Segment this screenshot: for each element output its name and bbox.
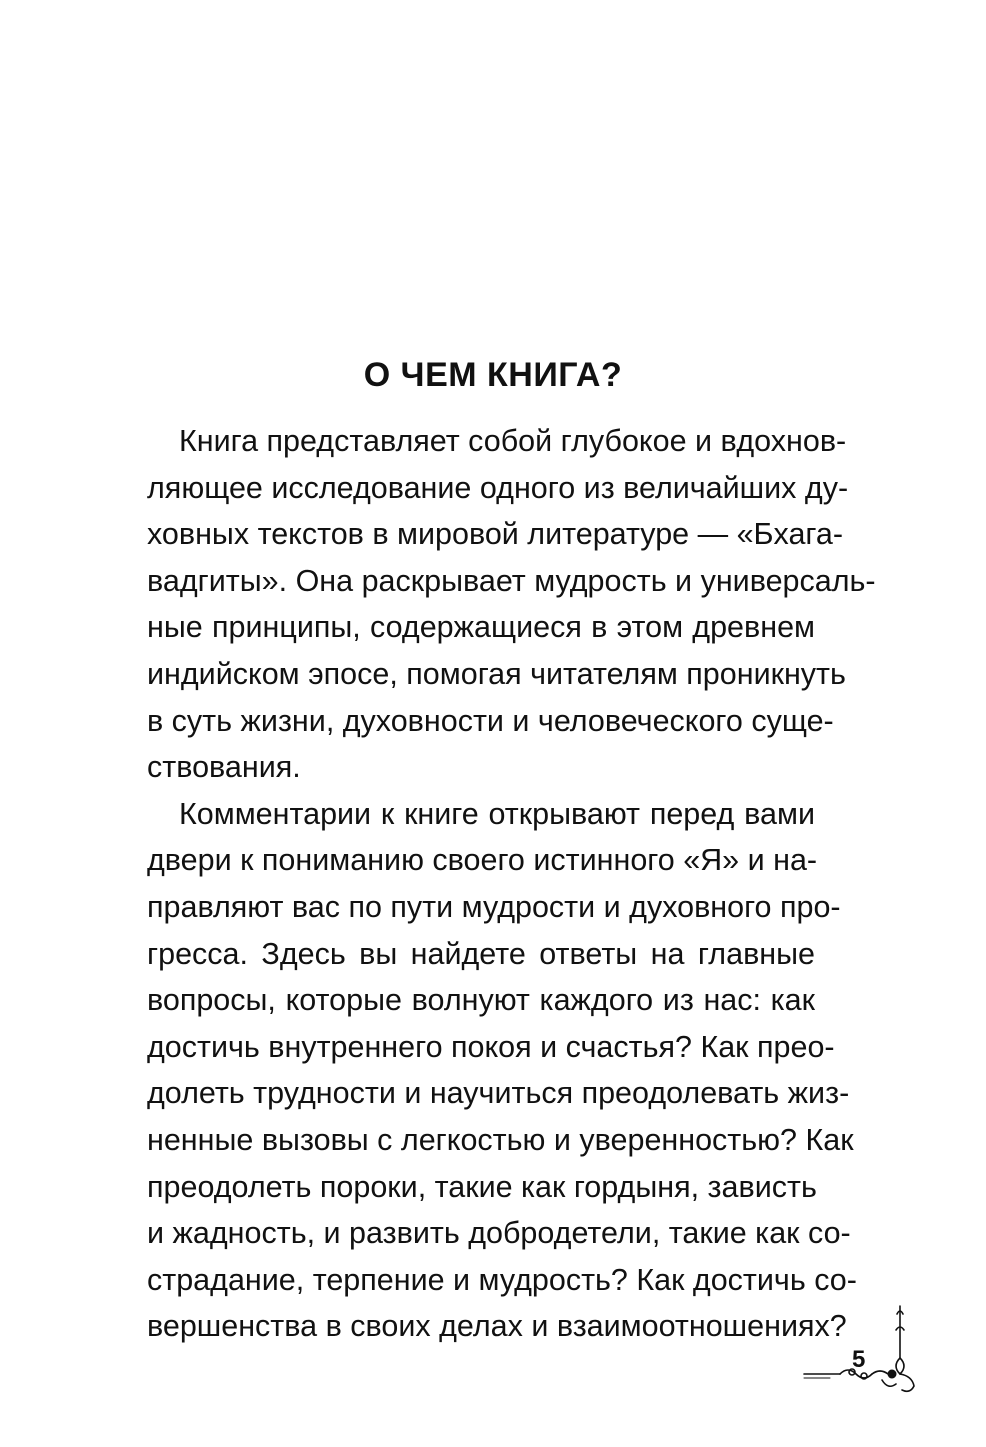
corner-flourish-icon: [800, 1300, 920, 1410]
text-line: вадгиты». Она раскрывает мудрость и универсаль-: [147, 563, 876, 598]
paragraph-2: [147, 791, 857, 1350]
text-line: ляющее исследование одного из величайших ду-: [147, 470, 849, 505]
text-line: страдание, терпение и мудрость? Как достичь со-: [147, 1262, 857, 1297]
text-line: гресса. Здесь вы найдете ответы на главные: [147, 936, 815, 971]
paragraph-1: [147, 418, 876, 791]
text-line: ствования.: [147, 750, 301, 785]
text-line: преодолеть пороки, такие как гордыня, зависть: [147, 1169, 817, 1204]
text-line: Книга представляет собой глубокое и вдохнов-: [179, 424, 847, 458]
text-line: индийском эпосе, помогая читателям проникнуть: [147, 656, 846, 691]
page-title: О ЧЕМ КНИГА?: [363, 356, 623, 394]
text-line: в суть жизни, духовности и человеческого суще-: [147, 703, 834, 738]
text-line: достичь внутреннего покоя и счастья? Как прео-: [147, 1029, 835, 1064]
text-line: долеть трудности и научиться преодолевать жиз-: [147, 1076, 850, 1111]
text-line: ные принципы, содержащиеся в этом древнем: [147, 610, 815, 645]
text-line: и жадность, и развить добродетели, такие как со-: [147, 1216, 851, 1251]
text-line: двери к пониманию своего истинного «Я» и на-: [147, 843, 818, 878]
text-line: ховных текстов в мировой литературе — «Бхага-: [147, 517, 843, 552]
page-number: 5: [852, 1346, 866, 1373]
body-text: [147, 418, 876, 1350]
text-line: Комментарии к книге открывают перед вами: [179, 796, 815, 831]
text-line: вершенства в своих делах и взаимоотношениях?: [147, 1309, 847, 1344]
text-line: правляют вас по пути мудрости и духовного про-: [147, 889, 841, 924]
text-line: вопросы, которые волнуют каждого из нас: как: [147, 983, 815, 1018]
text-line: ненные вызовы с легкостью и уверенностью? Как: [147, 1122, 854, 1157]
